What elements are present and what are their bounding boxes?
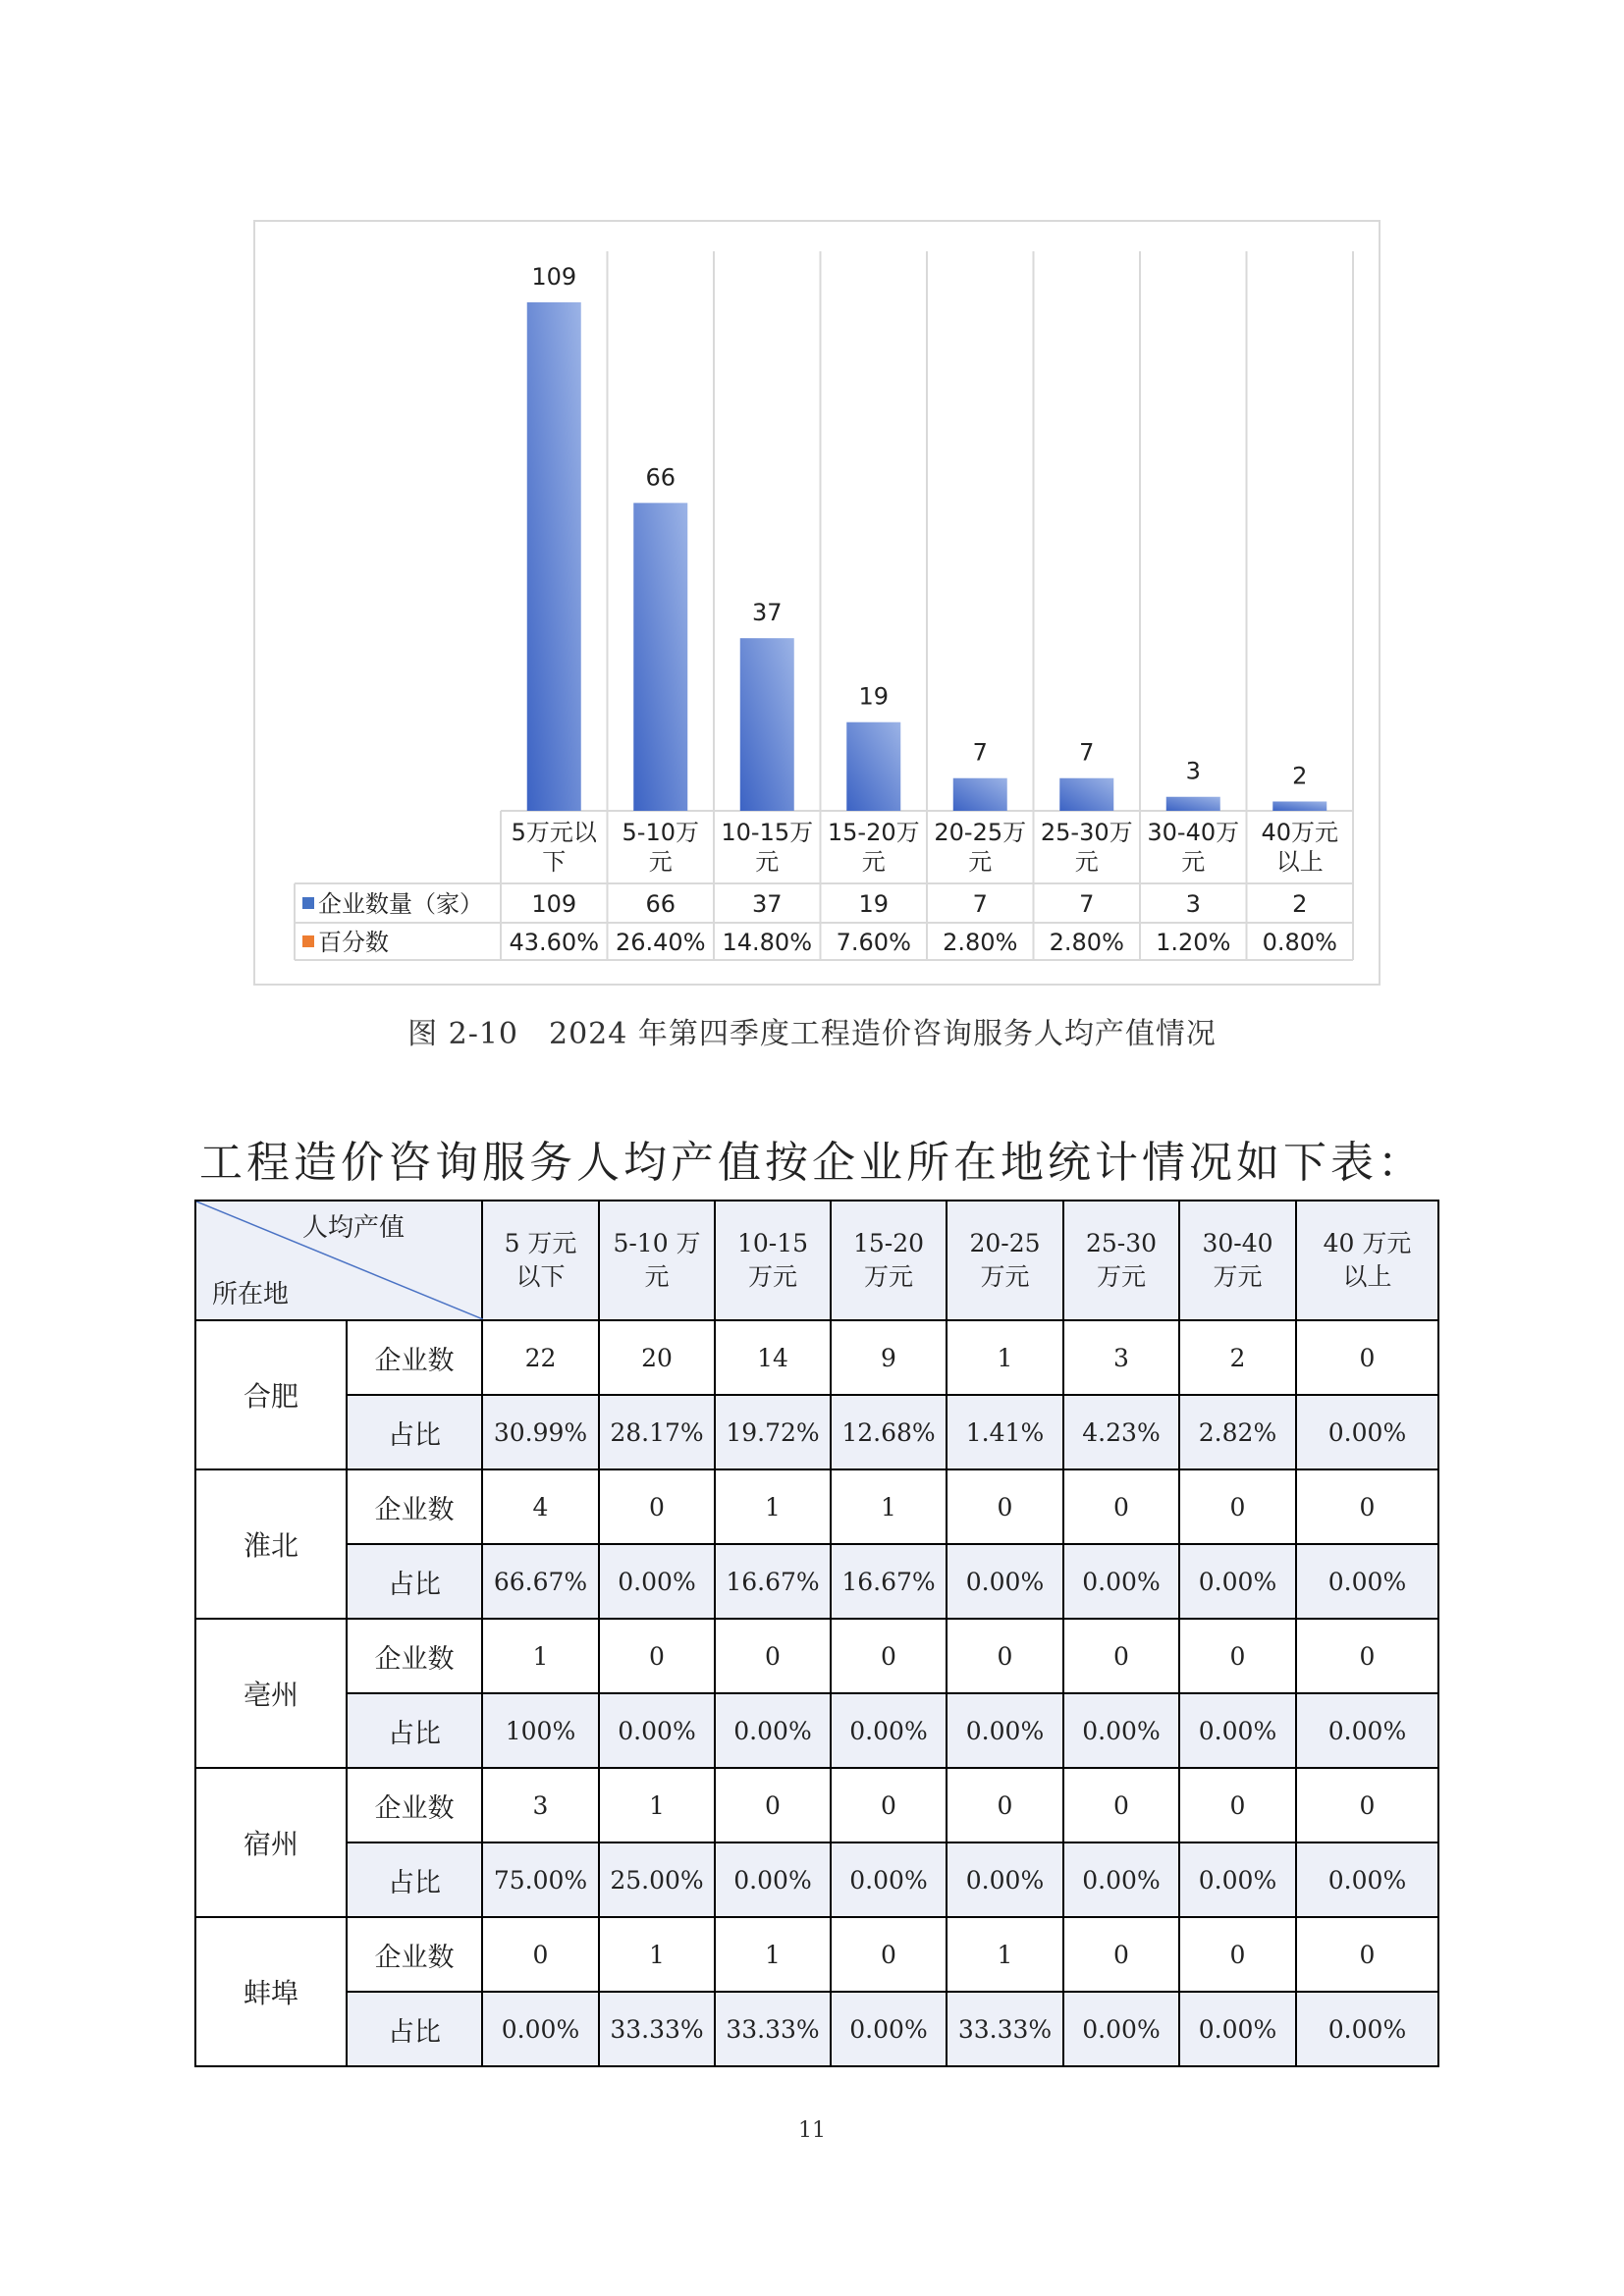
table-value: 0.80%	[1262, 929, 1337, 956]
table-row	[195, 1469, 1438, 1544]
count-cell: 1	[947, 1917, 1063, 1992]
count-cell: 0	[1063, 1917, 1179, 1992]
col-header	[715, 1201, 831, 1320]
bar	[633, 503, 687, 811]
category-label: 元	[1181, 848, 1206, 876]
table-value: 2.80%	[943, 929, 1018, 956]
page-number: 11	[798, 2118, 826, 2143]
col-header-line1: 15-20	[852, 1229, 925, 1257]
count-cell: 1	[715, 1469, 831, 1544]
city-cell: 亳州	[195, 1619, 347, 1768]
pct-cell: 0.00%	[1179, 1842, 1296, 1917]
pct-cell: 0.00%	[1296, 1992, 1438, 2066]
col-header-line1: 20-25	[969, 1229, 1041, 1257]
table-value: 37	[751, 890, 783, 918]
category-label: 25-30万	[1040, 819, 1133, 846]
col-header-line1: 10-15	[736, 1229, 809, 1257]
col-header	[599, 1201, 715, 1320]
col-header-line2: 万元	[863, 1262, 913, 1291]
bar	[1272, 801, 1326, 811]
intro-text: 工程造价咨询服务人均产值按企业所在地统计情况如下表：	[199, 1138, 1425, 1188]
col-header	[831, 1201, 947, 1320]
count-cell: 9	[831, 1320, 947, 1395]
data-label: 7	[1079, 738, 1095, 767]
bar-chart	[255, 222, 1382, 988]
pct-cell: 0.00%	[1296, 1544, 1438, 1619]
category-label: 下	[542, 848, 567, 876]
col-header	[1296, 1201, 1438, 1320]
pct-cell: 0.00%	[715, 1693, 831, 1768]
pct-cell: 75.00%	[482, 1842, 599, 1917]
pct-cell: 0.00%	[831, 1842, 947, 1917]
count-cell: 3	[482, 1768, 599, 1842]
data-label: 7	[972, 738, 988, 767]
pct-cell: 0.00%	[947, 1544, 1063, 1619]
table-value: 43.60%	[509, 929, 600, 956]
count-cell: 0	[715, 1768, 831, 1842]
pct-cell: 0.00%	[1296, 1693, 1438, 1768]
pct-cell: 0.00%	[1296, 1395, 1438, 1469]
count-cell: 0	[831, 1917, 947, 1992]
count-cell: 0	[1296, 1320, 1438, 1395]
pct-cell: 33.33%	[599, 1992, 715, 2066]
city-cell: 淮北	[195, 1469, 347, 1619]
pct-cell: 0.00%	[947, 1693, 1063, 1768]
pct-cell: 0.00%	[1063, 1544, 1179, 1619]
figure-caption: 图 2-10 2024 年第四季度工程造价咨询服务人均产值情况	[407, 1017, 1217, 1051]
category-label: 15-20万	[827, 819, 920, 846]
city-cell: 合肥	[195, 1320, 347, 1469]
table-value: 3	[1185, 890, 1201, 918]
bar	[1166, 797, 1220, 811]
pct-cell: 12.68%	[831, 1395, 947, 1469]
bar	[1059, 778, 1113, 811]
table-corner-header	[195, 1201, 482, 1320]
pct-cell: 0.00%	[482, 1992, 599, 2066]
count-cell: 1	[599, 1917, 715, 1992]
table-row	[195, 1992, 1438, 2066]
pct-cell: 2.82%	[1179, 1395, 1296, 1469]
table-value: 26.40%	[615, 929, 706, 956]
table-value: 7	[1079, 890, 1095, 918]
pct-cell: 19.72%	[715, 1395, 831, 1469]
pct-cell: 0.00%	[599, 1693, 715, 1768]
count-cell: 0	[1179, 1768, 1296, 1842]
col-header-line2: 以上	[1342, 1262, 1392, 1291]
table-row	[195, 1917, 1438, 1992]
count-cell: 0	[482, 1917, 599, 1992]
row-label-count: 企业数	[347, 1469, 482, 1544]
count-cell: 1	[831, 1469, 947, 1544]
count-cell: 2	[1179, 1320, 1296, 1395]
pct-cell: 0.00%	[1296, 1842, 1438, 1917]
pct-cell: 1.41%	[947, 1395, 1063, 1469]
count-cell: 20	[599, 1320, 715, 1395]
category-label: 元	[755, 848, 780, 876]
pct-cell: 0.00%	[1063, 1693, 1179, 1768]
pct-cell: 0.00%	[831, 1693, 947, 1768]
table-row	[195, 1842, 1438, 1917]
category-label: 元	[861, 848, 886, 876]
count-cell: 0	[1179, 1917, 1296, 1992]
pct-cell: 25.00%	[599, 1842, 715, 1917]
data-label: 19	[858, 682, 890, 711]
count-cell: 0	[1063, 1768, 1179, 1842]
city-cell: 蚌埠	[195, 1917, 347, 2066]
chart-frame	[253, 220, 1380, 986]
col-header-line1: 30-40	[1202, 1229, 1273, 1257]
bar	[846, 722, 900, 811]
bar	[953, 778, 1007, 811]
table-value: 2.80%	[1049, 929, 1124, 956]
pct-cell: 0.00%	[599, 1544, 715, 1619]
count-cell: 22	[482, 1320, 599, 1395]
category-label: 元	[1074, 848, 1099, 876]
col-header-line1: 5 万元	[504, 1229, 577, 1257]
series-name: 百分数	[318, 929, 389, 956]
row-label-pct: 占比	[347, 1395, 482, 1469]
col-header	[1063, 1201, 1179, 1320]
pct-cell: 28.17%	[599, 1395, 715, 1469]
category-label: 元	[968, 848, 993, 876]
table-row	[195, 1768, 1438, 1842]
legend-key	[302, 935, 314, 947]
pct-cell: 0.00%	[1179, 1992, 1296, 2066]
category-label: 5-10万	[622, 819, 699, 846]
table-value: 1.20%	[1156, 929, 1231, 956]
count-cell: 0	[1063, 1469, 1179, 1544]
count-cell: 0	[1296, 1768, 1438, 1842]
data-label: 66	[645, 463, 677, 492]
count-cell: 0	[715, 1619, 831, 1693]
pct-cell: 100%	[482, 1693, 599, 1768]
pct-cell: 0.00%	[715, 1842, 831, 1917]
pct-cell: 0.00%	[1179, 1693, 1296, 1768]
stats-table	[194, 1200, 1439, 2067]
legend-key	[302, 897, 314, 909]
pct-cell: 33.33%	[947, 1992, 1063, 2066]
table-row	[195, 1544, 1438, 1619]
table-value: 109	[531, 890, 577, 918]
count-cell: 3	[1063, 1320, 1179, 1395]
row-label-pct: 占比	[347, 1842, 482, 1917]
col-header-line2: 万元	[1213, 1262, 1263, 1291]
table-row	[195, 1693, 1438, 1768]
row-label-pct: 占比	[347, 1544, 482, 1619]
count-cell: 4	[482, 1469, 599, 1544]
count-cell: 0	[599, 1469, 715, 1544]
row-label-count: 企业数	[347, 1320, 482, 1395]
table-value: 66	[645, 890, 677, 918]
data-label: 37	[751, 599, 783, 627]
row-label-count: 企业数	[347, 1768, 482, 1842]
table-header-row	[195, 1201, 1438, 1320]
category-label: 30-40万	[1147, 819, 1240, 846]
category-label: 元	[648, 848, 673, 876]
row-label-pct: 占比	[347, 1992, 482, 2066]
col-header-line1: 40 万元	[1323, 1229, 1412, 1257]
count-cell: 0	[947, 1619, 1063, 1693]
count-cell: 0	[947, 1768, 1063, 1842]
category-label: 5万元以	[511, 819, 597, 846]
table-value: 14.80%	[722, 929, 813, 956]
count-cell: 14	[715, 1320, 831, 1395]
col-header-line2: 万元	[1096, 1262, 1146, 1291]
count-cell: 0	[831, 1619, 947, 1693]
count-cell: 1	[947, 1320, 1063, 1395]
col-header	[482, 1201, 599, 1320]
table-row	[195, 1320, 1438, 1395]
count-cell: 0	[1179, 1469, 1296, 1544]
data-label: 3	[1185, 757, 1201, 785]
bar	[527, 302, 581, 811]
row-label-count: 企业数	[347, 1917, 482, 1992]
category-label: 10-15万	[721, 819, 814, 846]
table-value: 7	[972, 890, 988, 918]
col-header-line2: 万元	[980, 1262, 1030, 1291]
col-header-line1: 25-30	[1085, 1229, 1158, 1257]
pct-cell: 0.00%	[831, 1992, 947, 2066]
bar	[740, 638, 794, 811]
pct-cell: 4.23%	[1063, 1395, 1179, 1469]
pct-cell: 0.00%	[1063, 1842, 1179, 1917]
col-header-line2: 元	[644, 1262, 670, 1291]
col-header-line2: 以下	[515, 1262, 566, 1291]
count-cell: 0	[1179, 1619, 1296, 1693]
category-label: 以上	[1275, 848, 1324, 876]
count-cell: 0	[1063, 1619, 1179, 1693]
pct-cell: 0.00%	[1063, 1992, 1179, 2066]
col-header	[947, 1201, 1063, 1320]
table-row	[195, 1395, 1438, 1469]
data-label: 2	[1292, 762, 1308, 790]
row-label-pct: 占比	[347, 1693, 482, 1768]
count-cell: 0	[947, 1469, 1063, 1544]
category-label: 40万元	[1261, 819, 1339, 846]
count-cell: 0	[599, 1619, 715, 1693]
pct-cell: 16.67%	[715, 1544, 831, 1619]
col-header	[1179, 1201, 1296, 1320]
city-cell: 宿州	[195, 1768, 347, 1917]
table-value: 19	[858, 890, 890, 918]
count-cell: 0	[1296, 1619, 1438, 1693]
table-value: 7.60%	[836, 929, 911, 956]
count-cell: 1	[715, 1917, 831, 1992]
table-value: 2	[1292, 890, 1308, 918]
count-cell: 1	[599, 1768, 715, 1842]
row-label-count: 企业数	[347, 1619, 482, 1693]
pct-cell: 0.00%	[1179, 1544, 1296, 1619]
count-cell: 1	[482, 1619, 599, 1693]
table-row	[195, 1619, 1438, 1693]
count-cell: 0	[1296, 1917, 1438, 1992]
pct-cell: 33.33%	[715, 1992, 831, 2066]
pct-cell: 66.67%	[482, 1544, 599, 1619]
corner-bottom-label: 所在地	[212, 1280, 290, 1309]
pct-cell: 16.67%	[831, 1544, 947, 1619]
count-cell: 0	[1296, 1469, 1438, 1544]
corner-top-label: 人均产值	[301, 1213, 405, 1243]
pct-cell: 0.00%	[947, 1842, 1063, 1917]
category-label: 20-25万	[934, 819, 1027, 846]
col-header-line2: 万元	[747, 1262, 797, 1291]
series-name: 企业数量（家）	[318, 890, 483, 918]
data-label: 109	[531, 263, 577, 291]
pct-cell: 30.99%	[482, 1395, 599, 1469]
col-header-line1: 5-10 万	[613, 1229, 701, 1257]
count-cell: 0	[831, 1768, 947, 1842]
